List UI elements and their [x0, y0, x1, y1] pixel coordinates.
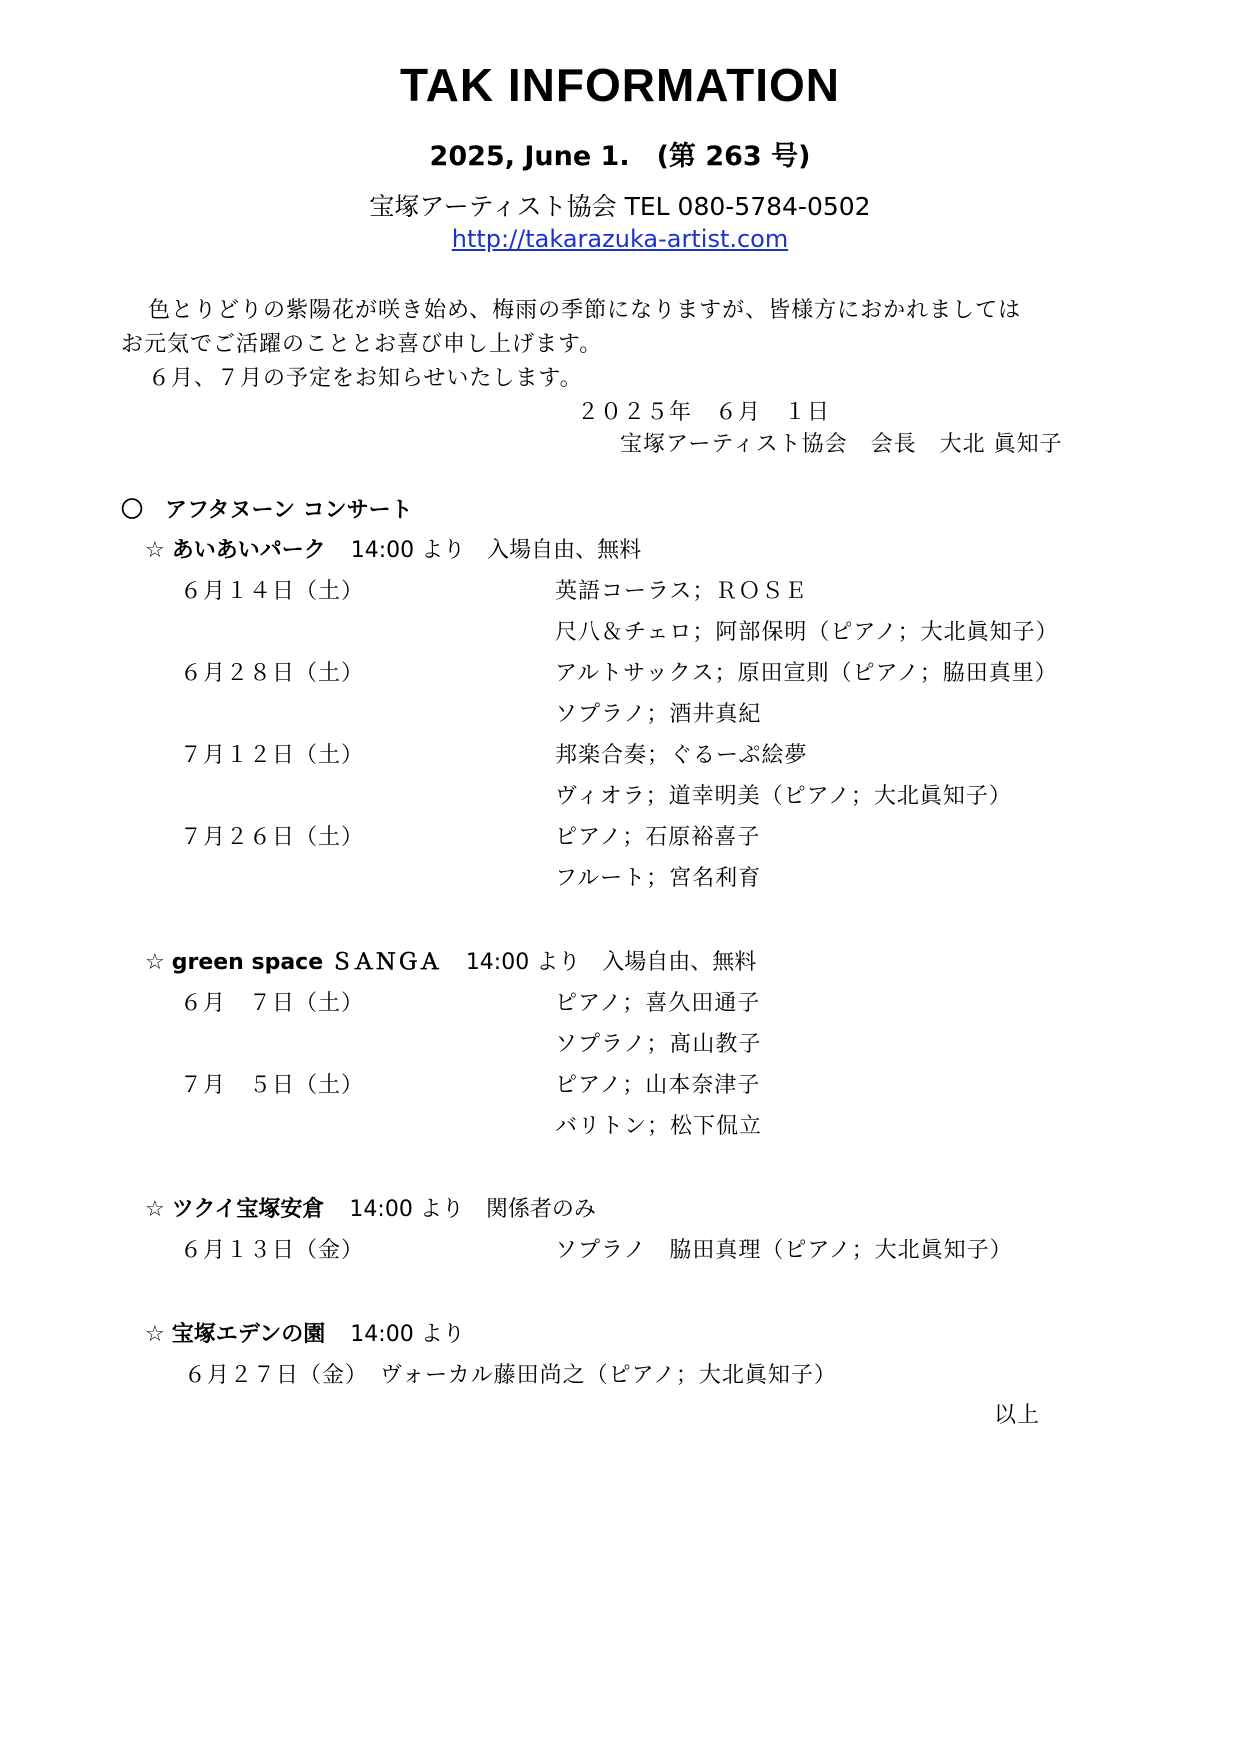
website-link[interactable]: http://takarazuka-artist.com: [451, 225, 789, 253]
greeting-date: ２０２５年 ６月 １日: [577, 400, 831, 425]
event-row: [184, 1358, 1084, 1389]
venue-heading: [145, 1192, 596, 1223]
event-row: [180, 738, 1080, 769]
venue-name: green space ＳＡＮＧＡ: [171, 950, 441, 975]
venue-heading: [145, 1317, 465, 1348]
venue-info: 14:00 より 入場自由、無料: [465, 950, 757, 975]
event-row: [180, 1068, 1080, 1099]
star-icon: ☆: [145, 538, 165, 563]
greeting-signature: 宝塚アーティスト協会 会長 大北 眞知子: [620, 432, 1063, 457]
star-icon: ☆: [145, 950, 165, 975]
event-performer: ヴィオラ；道幸明美（ピアノ；大北眞知子）: [555, 784, 1012, 809]
event-date: ７月２６日（土）: [180, 825, 365, 850]
organization-contact: 宝塚アーティスト協会 TEL 080-5784-0502: [369, 192, 871, 221]
document-title: TAK INFORMATION: [399, 59, 840, 111]
event-performer: バリトン；松下侃立: [555, 1114, 763, 1139]
event-performer: ソプラノ；酒井真紀: [555, 702, 762, 727]
venue-info: 14:00 より 入場自由、無料: [350, 538, 642, 563]
section-title: 〇 アフタヌーン コンサート: [121, 498, 413, 523]
event-date: ７月１２日（土）: [180, 743, 365, 768]
event-performer: ヴォーカル藤田尚之（ピアノ；大北眞知子）: [380, 1363, 837, 1388]
event-performer: アルトサックス；原田宣則（ピアノ；脇田真里）: [555, 661, 1058, 686]
event-row: [180, 1233, 1080, 1264]
event-date: ６月２８日（土）: [180, 661, 365, 686]
greeting-line-2: お元気でご活躍のこととお喜び申し上げます。: [121, 332, 603, 357]
event-performer: 邦楽合奏；ぐるーぷ絵夢: [555, 743, 808, 768]
event-date: ７月 ５日（土）: [180, 1073, 365, 1098]
event-date: ６月 ７日（土）: [180, 991, 365, 1016]
event-row: [180, 574, 1080, 605]
venue-name: 宝塚エデンの園: [171, 1322, 326, 1347]
website-url-line: [0, 225, 1240, 253]
event-performer: ピアノ；喜久田通子: [555, 991, 761, 1016]
venue-info: 14:00 より: [350, 1322, 465, 1347]
event-row: [180, 656, 1080, 687]
event-performer: ソプラノ 脇田真理（ピアノ；大北眞知子）: [555, 1238, 1013, 1263]
issue-date: 2025, June 1. (第 263 号): [429, 141, 811, 172]
star-icon: ☆: [145, 1322, 165, 1347]
event-row: [180, 986, 1080, 1017]
event-date: ６月１４日（土）: [180, 579, 365, 604]
star-icon: ☆: [145, 1197, 165, 1222]
event-performer: ピアノ；石原裕喜子: [555, 825, 761, 850]
event-performer: 尺八＆チェロ；阿部保明（ピアノ；大北眞知子）: [555, 620, 1059, 645]
closing-text: 以上: [994, 1403, 1041, 1428]
event-performer: ソプラノ；髙山教子: [555, 1032, 762, 1057]
venue-info: 14:00 より 関係者のみ: [349, 1197, 596, 1222]
event-performer: ピアノ；山本奈津子: [555, 1073, 761, 1098]
event-performer: フルート；宮名利育: [555, 866, 762, 891]
event-date: ６月１３日（金）: [180, 1238, 365, 1263]
venue-name: あいあいパーク: [171, 538, 326, 563]
greeting-line-1: 色とりどりの紫陽花が咲き始め、梅雨の季節になりますが、皆様方におかれましては: [148, 298, 1022, 323]
greeting-line-3: ６月、７月の予定をお知らせいたします。: [148, 366, 583, 391]
venue-name: ツクイ宝塚安倉: [171, 1197, 325, 1222]
event-date: ６月２７日（金）: [184, 1363, 369, 1388]
venue-heading: [145, 533, 641, 564]
event-row: [180, 820, 1080, 851]
event-performer: 英語コーラス；ＲＯＳＥ: [555, 579, 808, 604]
venue-heading: [145, 945, 756, 976]
